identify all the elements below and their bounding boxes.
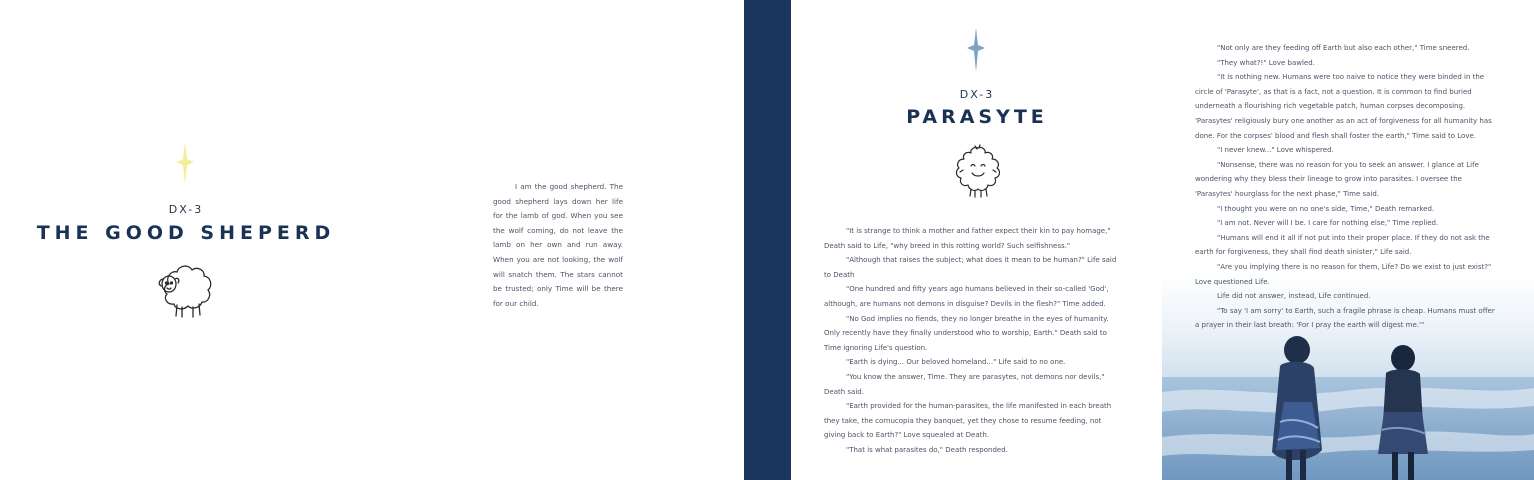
paragraph: "I am not. Never will I be. I care for nothing else," Time replied. bbox=[1217, 219, 1439, 228]
paragraph: "Are you implying there is no reason for them, Life? Do we exist to just exist?" Love questioned Life. bbox=[1195, 262, 1492, 286]
paragraph: "No God implies no fiends, they no longer breathe in the eyes of humanity. Only recently have they finally understood who to worship, Earth." Death said to Time ignoring Life's question. bbox=[824, 314, 1109, 352]
paragraph: Life did not answer, instead, Life continued. bbox=[1217, 292, 1371, 301]
paragraph: "I never knew..." Love whispered. bbox=[1217, 146, 1334, 155]
paragraph: "That is what parasites do," Death responded. bbox=[846, 445, 1008, 454]
chapter-title: PARASYTE bbox=[906, 106, 1048, 128]
paragraph: "To say 'I am sorry' to Earth, such a fragile phrase is cheap. Humans must offer a prayer in their last breath: 'For I pray the earth will digest me.'" bbox=[1195, 306, 1495, 330]
chapter-label: DX-3 bbox=[168, 203, 204, 216]
story-column-1 bbox=[824, 224, 1124, 458]
fluffy-sheep-icon bbox=[951, 144, 1005, 198]
paragraph: "It is nothing new. Humans were too naive to notice they were binded in the circle of 'Parasyte', as that is a fact, not a question. It is common to find buried underneath a flourishing rich vegetable patch, human corpses decomposing. 'Parasytes' religiously bury one another as an act of forgiveness for all humanity has done. For the corpses' blood and flesh shall foster the earth," Time said to Love. bbox=[1195, 73, 1492, 140]
left-page bbox=[0, 0, 744, 480]
chapter-label: DX-3 bbox=[959, 88, 995, 101]
paragraph: "Although that raises the subject; what does it mean to be human?" Life said to Death bbox=[824, 256, 1117, 279]
paragraph: "I thought you were on no one's side, Time," Death remarked. bbox=[1217, 204, 1435, 213]
paragraph: "Not only are they feeding off Earth but also each other," Time sneered. bbox=[1217, 44, 1470, 52]
paragraph: "One hundred and fifty years ago humans believed in their so-called 'God', although, are humans not demons in disguise? Devils in the flesh?" Time added. bbox=[824, 285, 1109, 308]
sheep-icon bbox=[155, 258, 217, 320]
four-point-star-icon bbox=[967, 28, 985, 72]
paragraph: "Earth provided for the human-parasites, the life manifested in each breath they take, the cornucopia they banquet, yet they chose to resume feeding, not giving back to Earth?" Love squealed at Death. bbox=[824, 402, 1112, 440]
right-page bbox=[791, 0, 1534, 480]
story-column-2 bbox=[1195, 41, 1501, 333]
paragraph: "Nonsense, there was no reason for you to seek an answer. I glance at Life wondering why they bless their lineage to grow into parasites. I oversee the 'Parasytes' hourglass for the next phase," Time said. bbox=[1195, 160, 1479, 198]
paragraph: "Earth is dying... Our beloved homeland..." Life said to no one. bbox=[846, 358, 1066, 367]
spine-band bbox=[744, 0, 791, 480]
chapter-title: THE GOOD SHEPERD bbox=[36, 222, 336, 244]
epigraph-quote: I am the good shepherd. The good shepherd lays down her life for the lamb of god. When you see the wolf coming, do not leave the lamb on her own and run away. When you are not looking, the wolf will snatch them. The stars cannot be trusted; only Time will be there for our child. bbox=[493, 182, 623, 308]
paragraph: "You know the answer, Time. They are parasytes, not demons nor devils," Death said. bbox=[824, 372, 1105, 396]
paragraph: "Humans will end it all if not put into their proper place. If they do not ask the earth for forgiveness, they shall find death sinister," Life said. bbox=[1195, 233, 1490, 257]
paragraph: "It is strange to think a mother and father expect their kin to pay homage," Death said to Life, "why breed in this rotting world? Such selfishness." bbox=[824, 227, 1111, 250]
paragraph: "They what?!" Love bawled. bbox=[1217, 58, 1315, 67]
four-point-star-icon bbox=[176, 142, 194, 184]
